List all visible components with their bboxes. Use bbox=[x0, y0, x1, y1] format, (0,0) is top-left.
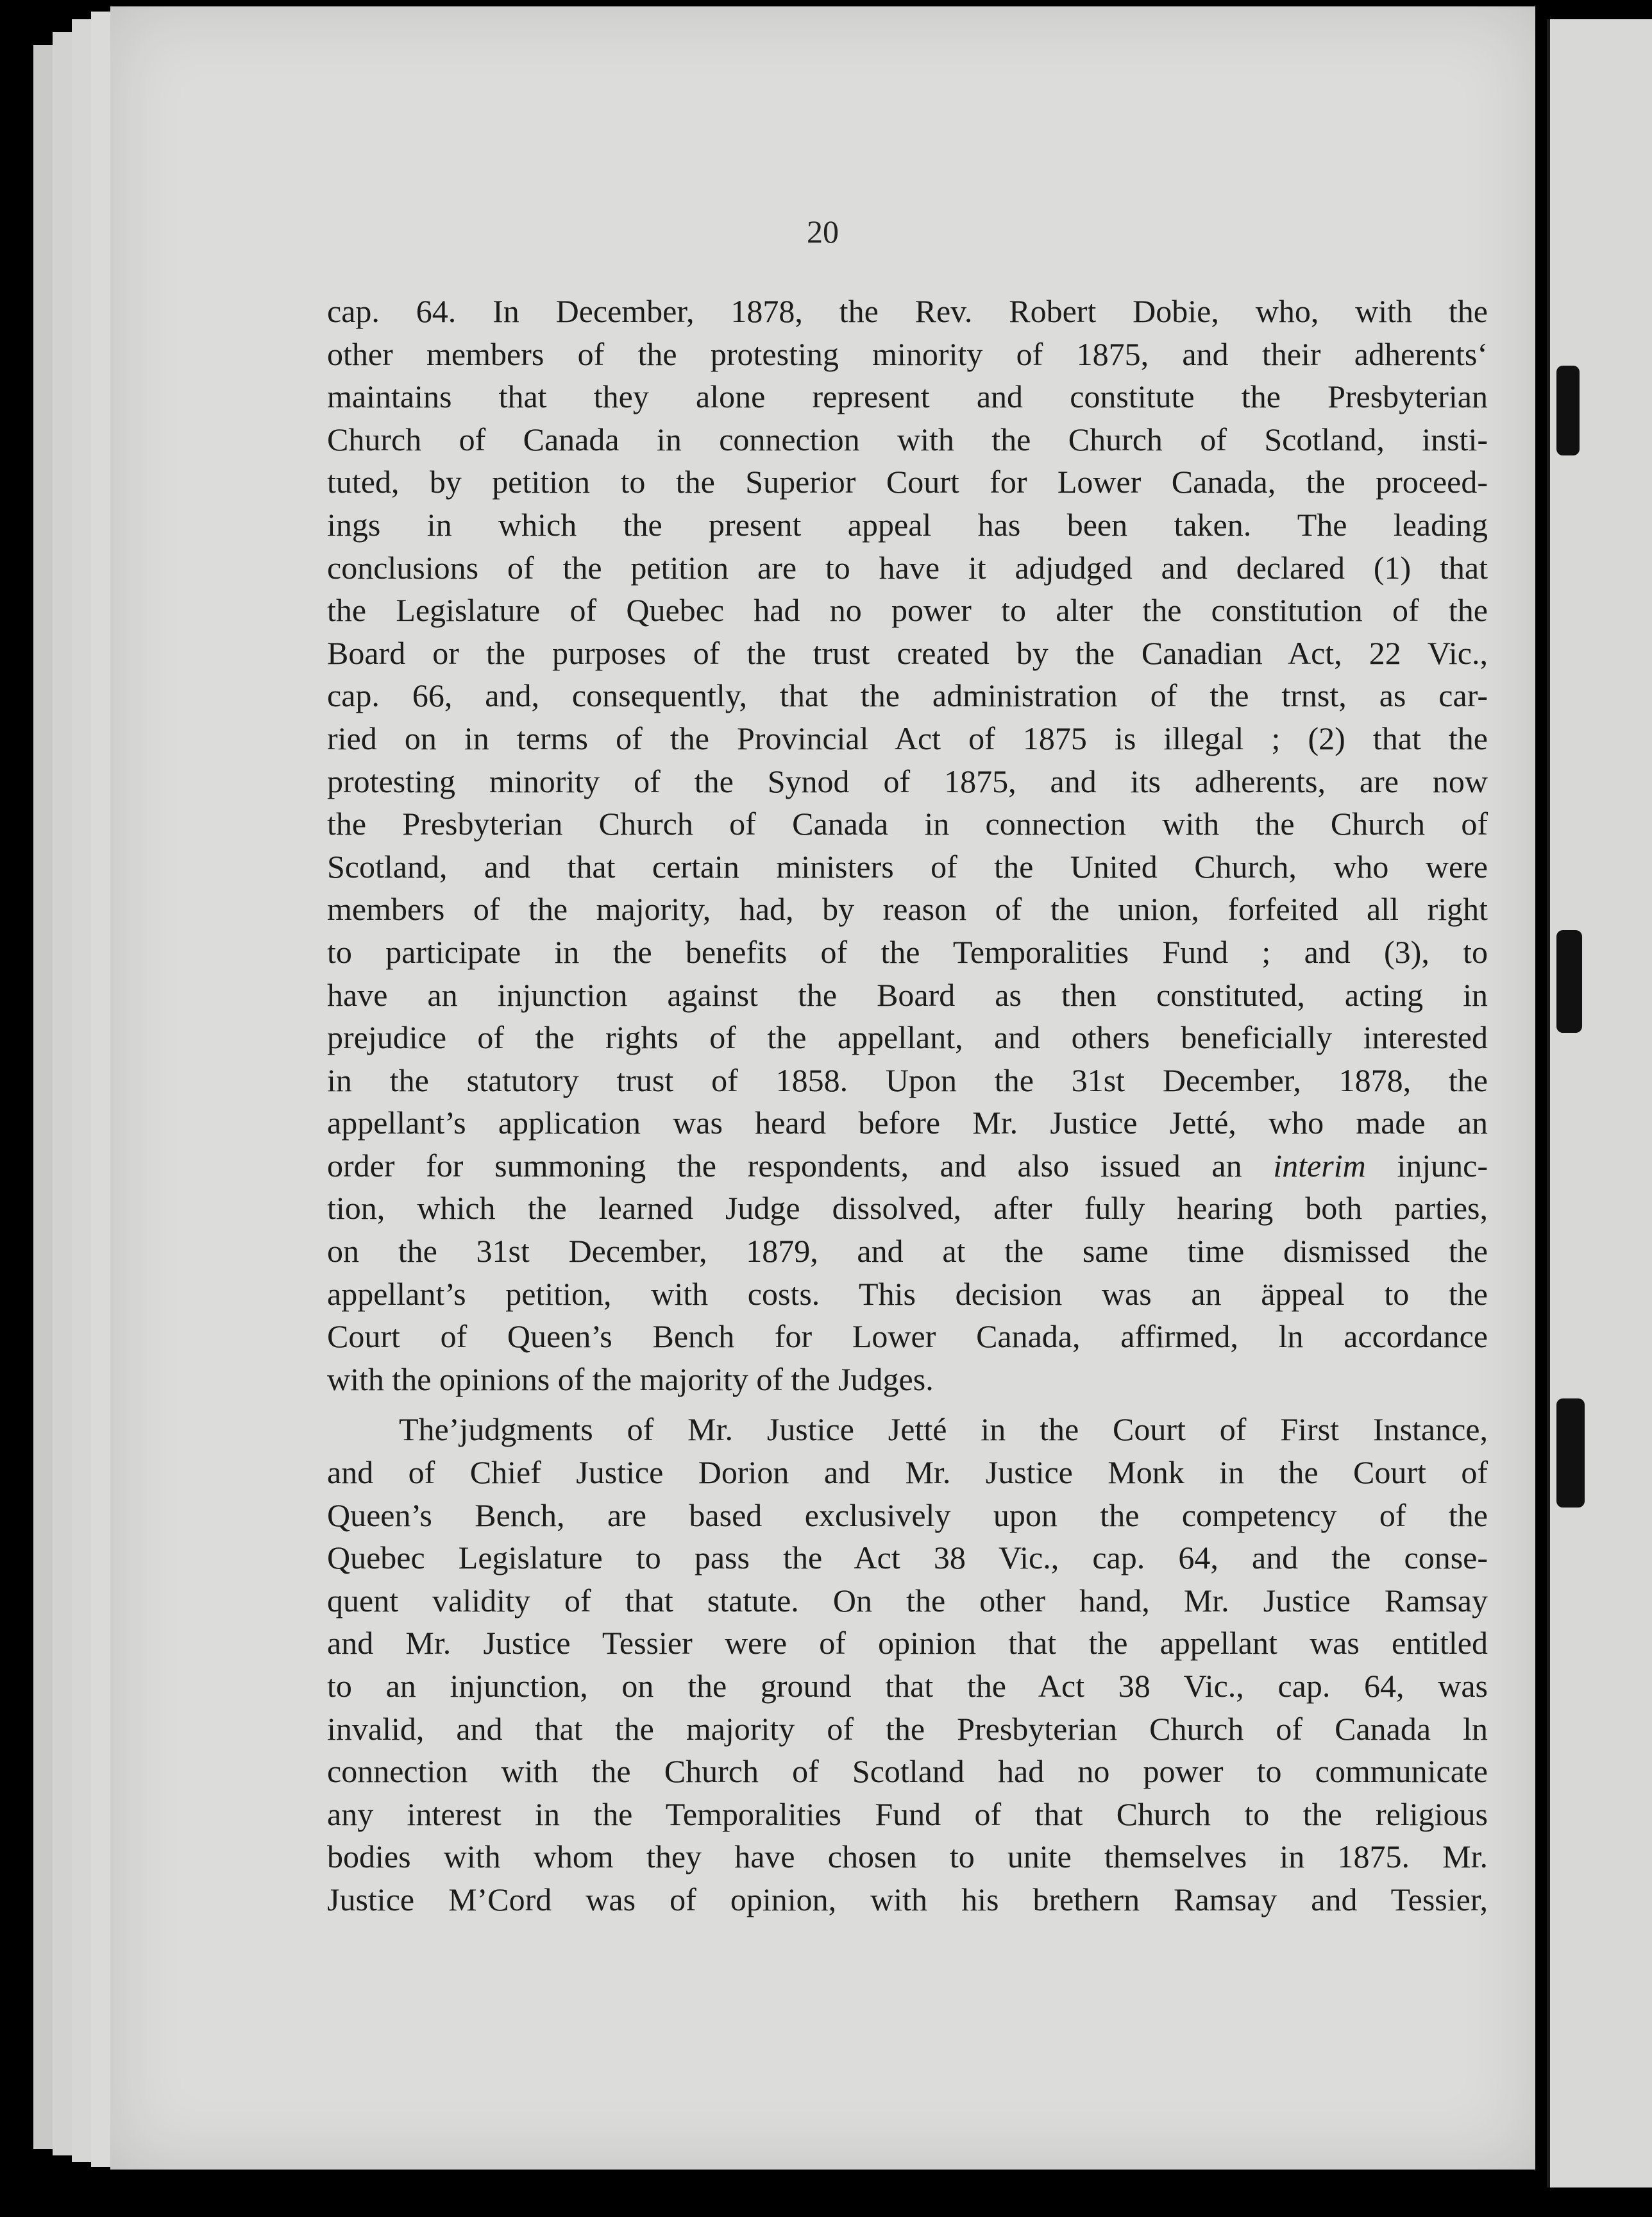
text-line: Scotland, and that certain ministers of the United Church, who were bbox=[327, 848, 1488, 885]
text-line: cap. 64. In December, 1878, the Rev. Robert Dobie, who, with the bbox=[327, 293, 1488, 329]
text-line: Church of Canada in connection with the Church of Scotland, insti- bbox=[327, 421, 1488, 457]
paragraph-gap bbox=[327, 1400, 1488, 1408]
text-line-with-italic bbox=[327, 1144, 1488, 1187]
text-line: ings in which the present appeal has been taken. The leading bbox=[327, 506, 1488, 543]
text-line: protesting minority of the Synod of 1875, and its adherents, are now bbox=[327, 763, 1488, 799]
text-line: quent validity of that statute. On the other hand, Mr. Justice Ramsay bbox=[327, 1582, 1488, 1618]
text-segment: order for summoning the respondents, and also issued an bbox=[327, 1147, 1274, 1184]
text-line: Queen’s Bench, are based exclusively upon the competency of the bbox=[327, 1497, 1488, 1533]
text-line: to participate in the benefits of the Temporalities Fund ; and (3), to bbox=[327, 933, 1488, 970]
text-line: The’judgments of Mr. Justice Jetté in the Court of First Instance, bbox=[399, 1411, 1488, 1448]
text-line: cap. 66, and, consequently, that the administration of the trnst, as car- bbox=[327, 677, 1488, 714]
italic-term: interim bbox=[1273, 1147, 1366, 1184]
text-line: in the statutory trust of 1858. Upon the 31st December, 1878, the bbox=[327, 1062, 1488, 1098]
text-line: members of the majority, had, by reason of the union, forfeited all right bbox=[327, 891, 1488, 928]
binding-hole bbox=[1556, 1398, 1585, 1508]
text-line: bodies with whom they have chosen to unite themselves in 1875. Mr. bbox=[327, 1839, 1488, 1875]
text-line: and Mr. Justice Tessier were of opinion that the appellant was entitled bbox=[327, 1625, 1488, 1661]
text-line: the Legislature of Quebec had no power to alter the constitution of the bbox=[327, 592, 1488, 629]
binding-hole bbox=[1556, 930, 1582, 1033]
text-line: conclusions of the petition are to have it adjudged and declared (1) that bbox=[327, 549, 1488, 586]
text-line: tion, which the learned Judge dissolved, after fully hearing both parties, bbox=[327, 1190, 1488, 1227]
text-line: other members of the protesting minority of 1875, and their adherents‘ bbox=[327, 336, 1488, 372]
text-line: Justice M’Cord was of opinion, with his brethern Ramsay and Tessier, bbox=[327, 1881, 1488, 1917]
document-page bbox=[110, 6, 1535, 2170]
text-line: Quebec Legislature to pass the Act 38 Vic., cap. 64, and the conse- bbox=[327, 1540, 1488, 1576]
text-line: tuted, by petition to the Superior Court for Lower Canada, the proceed- bbox=[327, 464, 1488, 500]
text-line: connection with the Church of Scotland had no power to communicate bbox=[327, 1753, 1488, 1790]
text-line: appellant’s petition, with costs. This decision was an äppeal to the bbox=[327, 1275, 1488, 1312]
text-line: invalid, and that the majority of the Presbyterian Church of Canada ln bbox=[327, 1710, 1488, 1747]
text-line: and of Chief Justice Dorion and Mr. Justice Monk in the Court of bbox=[327, 1454, 1488, 1491]
text-line: have an injunction against the Board as then constituted, acting in bbox=[327, 976, 1488, 1013]
binding-hole bbox=[1556, 366, 1580, 455]
text-line: prejudice of the rights of the appellant, and others beneficially interested bbox=[327, 1019, 1488, 1056]
body-text bbox=[327, 290, 1488, 1921]
text-line: maintains that they alone represent and constitute the Presbyterian bbox=[327, 378, 1488, 415]
text-line: ried on in terms of the Provincial Act of 1875 is illegal ; (2) that the bbox=[327, 720, 1488, 756]
text-line: to an injunction, on the ground that the Act 38 Vic., cap. 64, was bbox=[327, 1668, 1488, 1704]
text-line: on the 31st December, 1879, and at the same time dismissed the bbox=[327, 1233, 1488, 1270]
page-number: 20 bbox=[807, 214, 839, 250]
adjacent-page-strip bbox=[1547, 19, 1652, 2187]
text-line: any interest in the Temporalities Fund of that Church to the religious bbox=[327, 1796, 1488, 1832]
text-line: appellant’s application was heard before Mr. Justice Jetté, who made an bbox=[327, 1105, 1488, 1141]
text-line: Board or the purposes of the trust created by the Canadian Act, 22 Vic., bbox=[327, 634, 1488, 671]
text-line: with the opinions of the majority of the Judges. bbox=[327, 1361, 934, 1397]
text-segment: injunc- bbox=[1365, 1147, 1488, 1184]
text-line: the Presbyterian Church of Canada in connection with the Church of bbox=[327, 806, 1488, 842]
text-line: Court of Queen’s Bench for Lower Canada, affirmed, ln accordance bbox=[327, 1318, 1488, 1355]
